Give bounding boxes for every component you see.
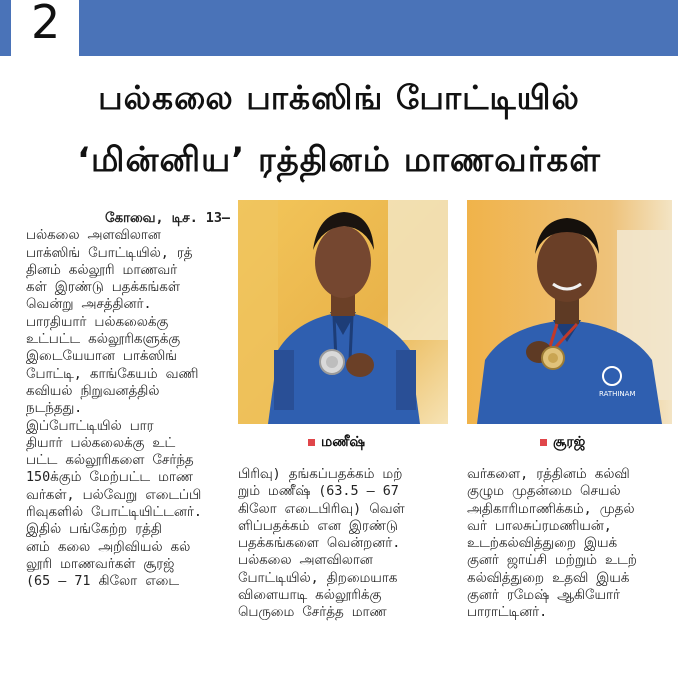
caption-marker [308, 439, 315, 446]
article-line: வர்கள், பல்வேறு எடைப்பி [26, 487, 202, 503]
photo-sooraj-image [467, 200, 672, 424]
article-line: குனர் ஜாய்சி மற்றும் உடற் [467, 553, 637, 569]
article-column-1 [26, 210, 230, 591]
article-line: பிரிவு) தங்கப்பதக்கம் மற் [238, 467, 403, 482]
photo-sooraj [467, 200, 672, 424]
article-line: நடந்தது. [26, 401, 83, 417]
caption-maneesh-text: மணீஷ் [321, 434, 366, 450]
column-1-text [26, 227, 230, 590]
article-line: வர் பாலசுப்ரமணியன், [467, 518, 612, 534]
headline-line-1: பல்கலை பாக்ஸிங் போட்டியில் [98, 78, 580, 117]
article-line: ரிவுகளில் போட்டியிட்டனர். [26, 505, 202, 521]
article-column-3 [467, 466, 672, 622]
article-line: பாரதியார் பல்கலைக்கு [26, 314, 169, 330]
article-line: னம் கலை அறிவியல் கல் [26, 539, 191, 555]
article-line: பல்கலை அளவிலான [238, 553, 373, 569]
article-line: விளையாடி கல்லூரிக்கு [238, 588, 382, 604]
article-line: கவியல் நிறுவனத்தில் [26, 383, 160, 399]
caption-sooraj [540, 434, 585, 452]
article-line: அதிகாரிமாணிக்கம், முதல் [467, 501, 635, 517]
article-line: தினம் கல்லூரி மாணவர் [26, 262, 178, 278]
caption-sooraj-text: சூரஜ் [553, 434, 586, 450]
shirt-badge-text: RATHINAM [599, 390, 636, 398]
article-line: குனர் ரமேஷ் ஆகியோர் [467, 588, 620, 604]
article-line: வென்று அசத்தினர். [26, 297, 152, 313]
article-line: கல்வித்துறை உதவி இயக் [467, 570, 630, 586]
column-2-text [238, 466, 452, 622]
article-line: உட்பட்ட கல்லூரிகளுக்கு [26, 332, 181, 348]
article-line: பல்கலை அளவிலான [26, 228, 161, 244]
article-line: இப்போட்டியில் பார [26, 418, 154, 434]
article-line: கள் இரண்டு பதக்கங்கள் [26, 280, 180, 296]
page-number: 2 [31, 0, 61, 49]
page-header-bar [0, 0, 678, 56]
article-line: குழும முதன்மை செயல் [467, 484, 621, 500]
article-line: போட்டியில், திறமையாக [238, 570, 398, 586]
headline-line-2: ‘மின்னிய’ ரத்தினம் மாணவர்கள் [77, 140, 601, 180]
photo-maneesh [238, 200, 448, 424]
photo-maneesh-image [238, 200, 448, 424]
article-line: உடற்கல்வித்துறை இயக் [467, 536, 618, 552]
article-line: பெருமை சேர்த்த மாண [238, 605, 387, 621]
article-line: கிலோ எடைபிரிவு) வெள் [238, 501, 405, 517]
article-line: பாக்ஸிங் போட்டியில், ரத் [26, 245, 193, 261]
article-line: பதக்கங்களை வென்றனர். [238, 536, 401, 552]
article-line: ளிப்பதக்கம் என இரண்டு [238, 518, 398, 534]
article-line: 150க்கும் மேற்பட்ட மாண [26, 470, 193, 486]
article-line: (65 – 71 கிலோ எடை [26, 574, 179, 590]
caption-marker [540, 439, 547, 446]
article-line: பட்ட கல்லூரிகளை சேர்ந்த [26, 453, 194, 469]
article-line: பாராட்டினர். [467, 605, 548, 621]
page-number-box [7, 0, 79, 56]
dateline: கோவை, டிச. 13– [104, 211, 230, 226]
caption-maneesh [308, 434, 365, 452]
article-line: வர்களை, ரத்தினம் கல்வி [467, 467, 630, 482]
article-column-2 [238, 466, 452, 622]
article-line: றும் மணீஷ் (63.5 – 67 [238, 484, 399, 500]
article-line: லூரி மாணவர்கள் சூரஜ் [26, 556, 175, 572]
article-line: இதில் பங்கேற்ற ரத்தி [26, 522, 162, 538]
article-line: போட்டி, காங்கேயம் வணி [26, 366, 199, 382]
column-3-text [467, 466, 672, 622]
article-line: தியார் பல்கலைக்கு உட் [26, 435, 176, 451]
article-line: இடையேயான பாக்ஸிங் [26, 349, 177, 365]
